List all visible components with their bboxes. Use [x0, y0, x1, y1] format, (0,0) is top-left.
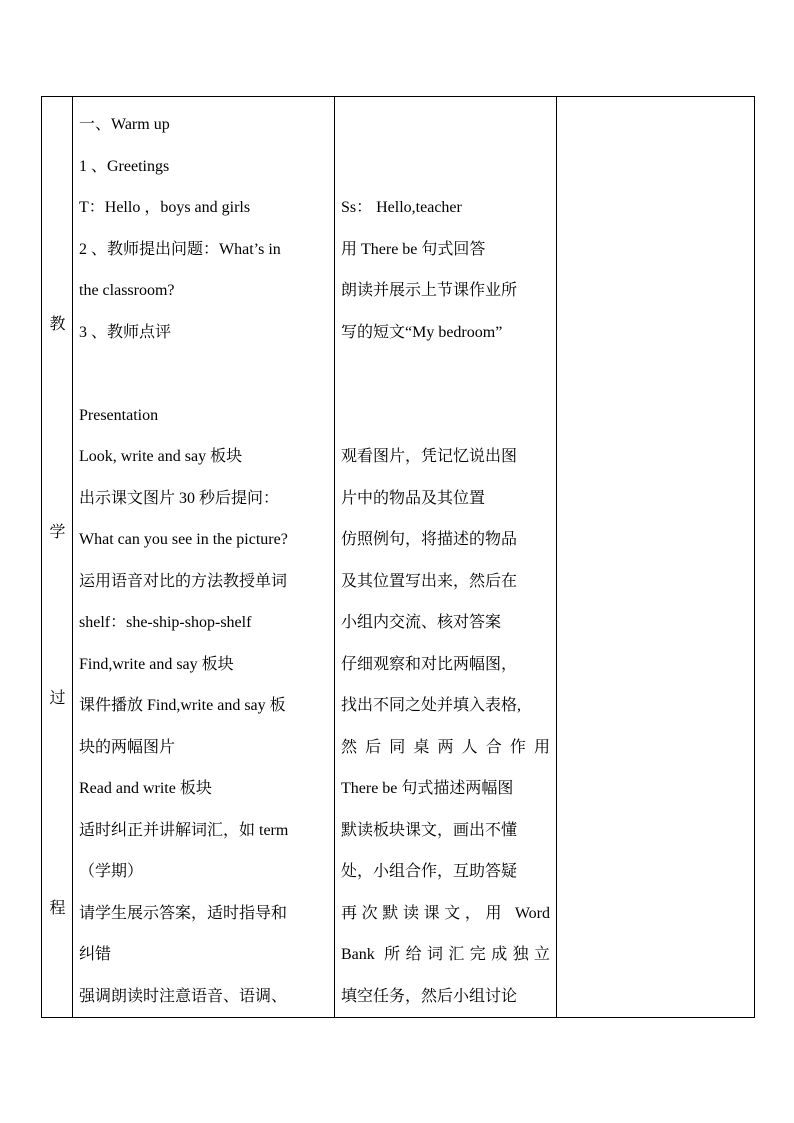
student-activities — [335, 97, 556, 1017]
text-line: Ss： Hello,teacher — [341, 199, 462, 216]
text-line: Presentation — [79, 406, 159, 424]
text-line: 观看图片，凭记忆说出图 — [341, 448, 518, 465]
text-line: Find,write and say 板块 — [79, 655, 234, 673]
text-line — [79, 353, 328, 395]
text-line: There be 句式描述两幅图 — [341, 780, 514, 797]
teacher-activities-cell — [73, 97, 335, 1018]
text-line: the classroom? — [79, 282, 175, 299]
notes-cell — [557, 97, 755, 1018]
text-line: 强调朗读时注意语音、语调、 — [79, 987, 288, 1005]
text-line: 课件播放 Find,write and say 板 — [79, 697, 286, 714]
text-line — [341, 353, 550, 395]
lesson-plan-table — [41, 96, 755, 1018]
text-line: 处，小组合作，互助答疑 — [341, 863, 518, 880]
text-line: Bank 所给词汇完成独立 — [341, 946, 550, 963]
text-line: 出示课文图片 30 秒后提问： — [79, 489, 280, 507]
text-line — [341, 104, 550, 146]
text-line: T：Hello ，boys and girls — [79, 199, 251, 216]
text-line — [341, 146, 550, 188]
side-label-char: 过 — [49, 690, 66, 707]
text-line: 再次默读课文，用 Word — [341, 904, 550, 922]
side-label-cell — [42, 97, 73, 1018]
text-line: 仿照例句，将描述的物品 — [341, 531, 518, 548]
text-line: （学期） — [79, 863, 144, 880]
text-line: Look, write and say 板块 — [79, 448, 243, 465]
text-line: 运用语音对比的方法教授单词 — [79, 572, 288, 590]
text-line: 小组内交流、核对答案 — [341, 614, 502, 631]
student-activities-cell — [335, 97, 557, 1018]
text-line: 纠错 — [79, 946, 112, 963]
text-line: 3 、教师点评 — [79, 323, 172, 341]
text-line: 1 、Greetings — [79, 157, 170, 175]
text-line: shelf：she-ship-shop-shelf — [79, 614, 252, 631]
text-line: Read and write 板块 — [79, 780, 212, 797]
text-line: 及其位置写出来，然后在 — [341, 572, 518, 590]
text-line: 仔细观察和对比两幅图， — [341, 655, 518, 673]
text-line: 适时纠正并讲解词汇，如 term — [79, 821, 289, 839]
side-label-char: 程 — [49, 900, 66, 917]
text-line: What can you see in the picture? — [79, 531, 288, 548]
text-line: 填空任务，然后小组讨论 — [341, 987, 518, 1005]
text-line: 一、Warm up — [79, 116, 170, 133]
side-label-char: 学 — [49, 524, 66, 541]
text-line: 片中的物品及其位置 — [341, 489, 486, 507]
text-line: 2 、教师提出问题：What’s in — [79, 240, 281, 258]
text-line: 默读板块课文，画出不懂 — [341, 821, 518, 839]
text-line: 块的两幅图片 — [79, 738, 176, 756]
text-line: 请学生展示答案，适时指导和 — [79, 904, 288, 922]
text-line: 然后同桌两人合作用 — [341, 738, 550, 756]
table-row — [42, 97, 755, 1018]
text-line: 用 There be 句式回答 — [341, 240, 486, 258]
text-line: 写的短文“My bedroom” — [341, 323, 503, 341]
text-line: 朗读并展示上节课作业所 — [341, 282, 518, 299]
side-label-char: 教 — [49, 316, 66, 333]
teacher-activities — [73, 97, 334, 1017]
text-line — [341, 395, 550, 437]
text-line: 找出不同之处并填入表格, — [341, 697, 522, 714]
